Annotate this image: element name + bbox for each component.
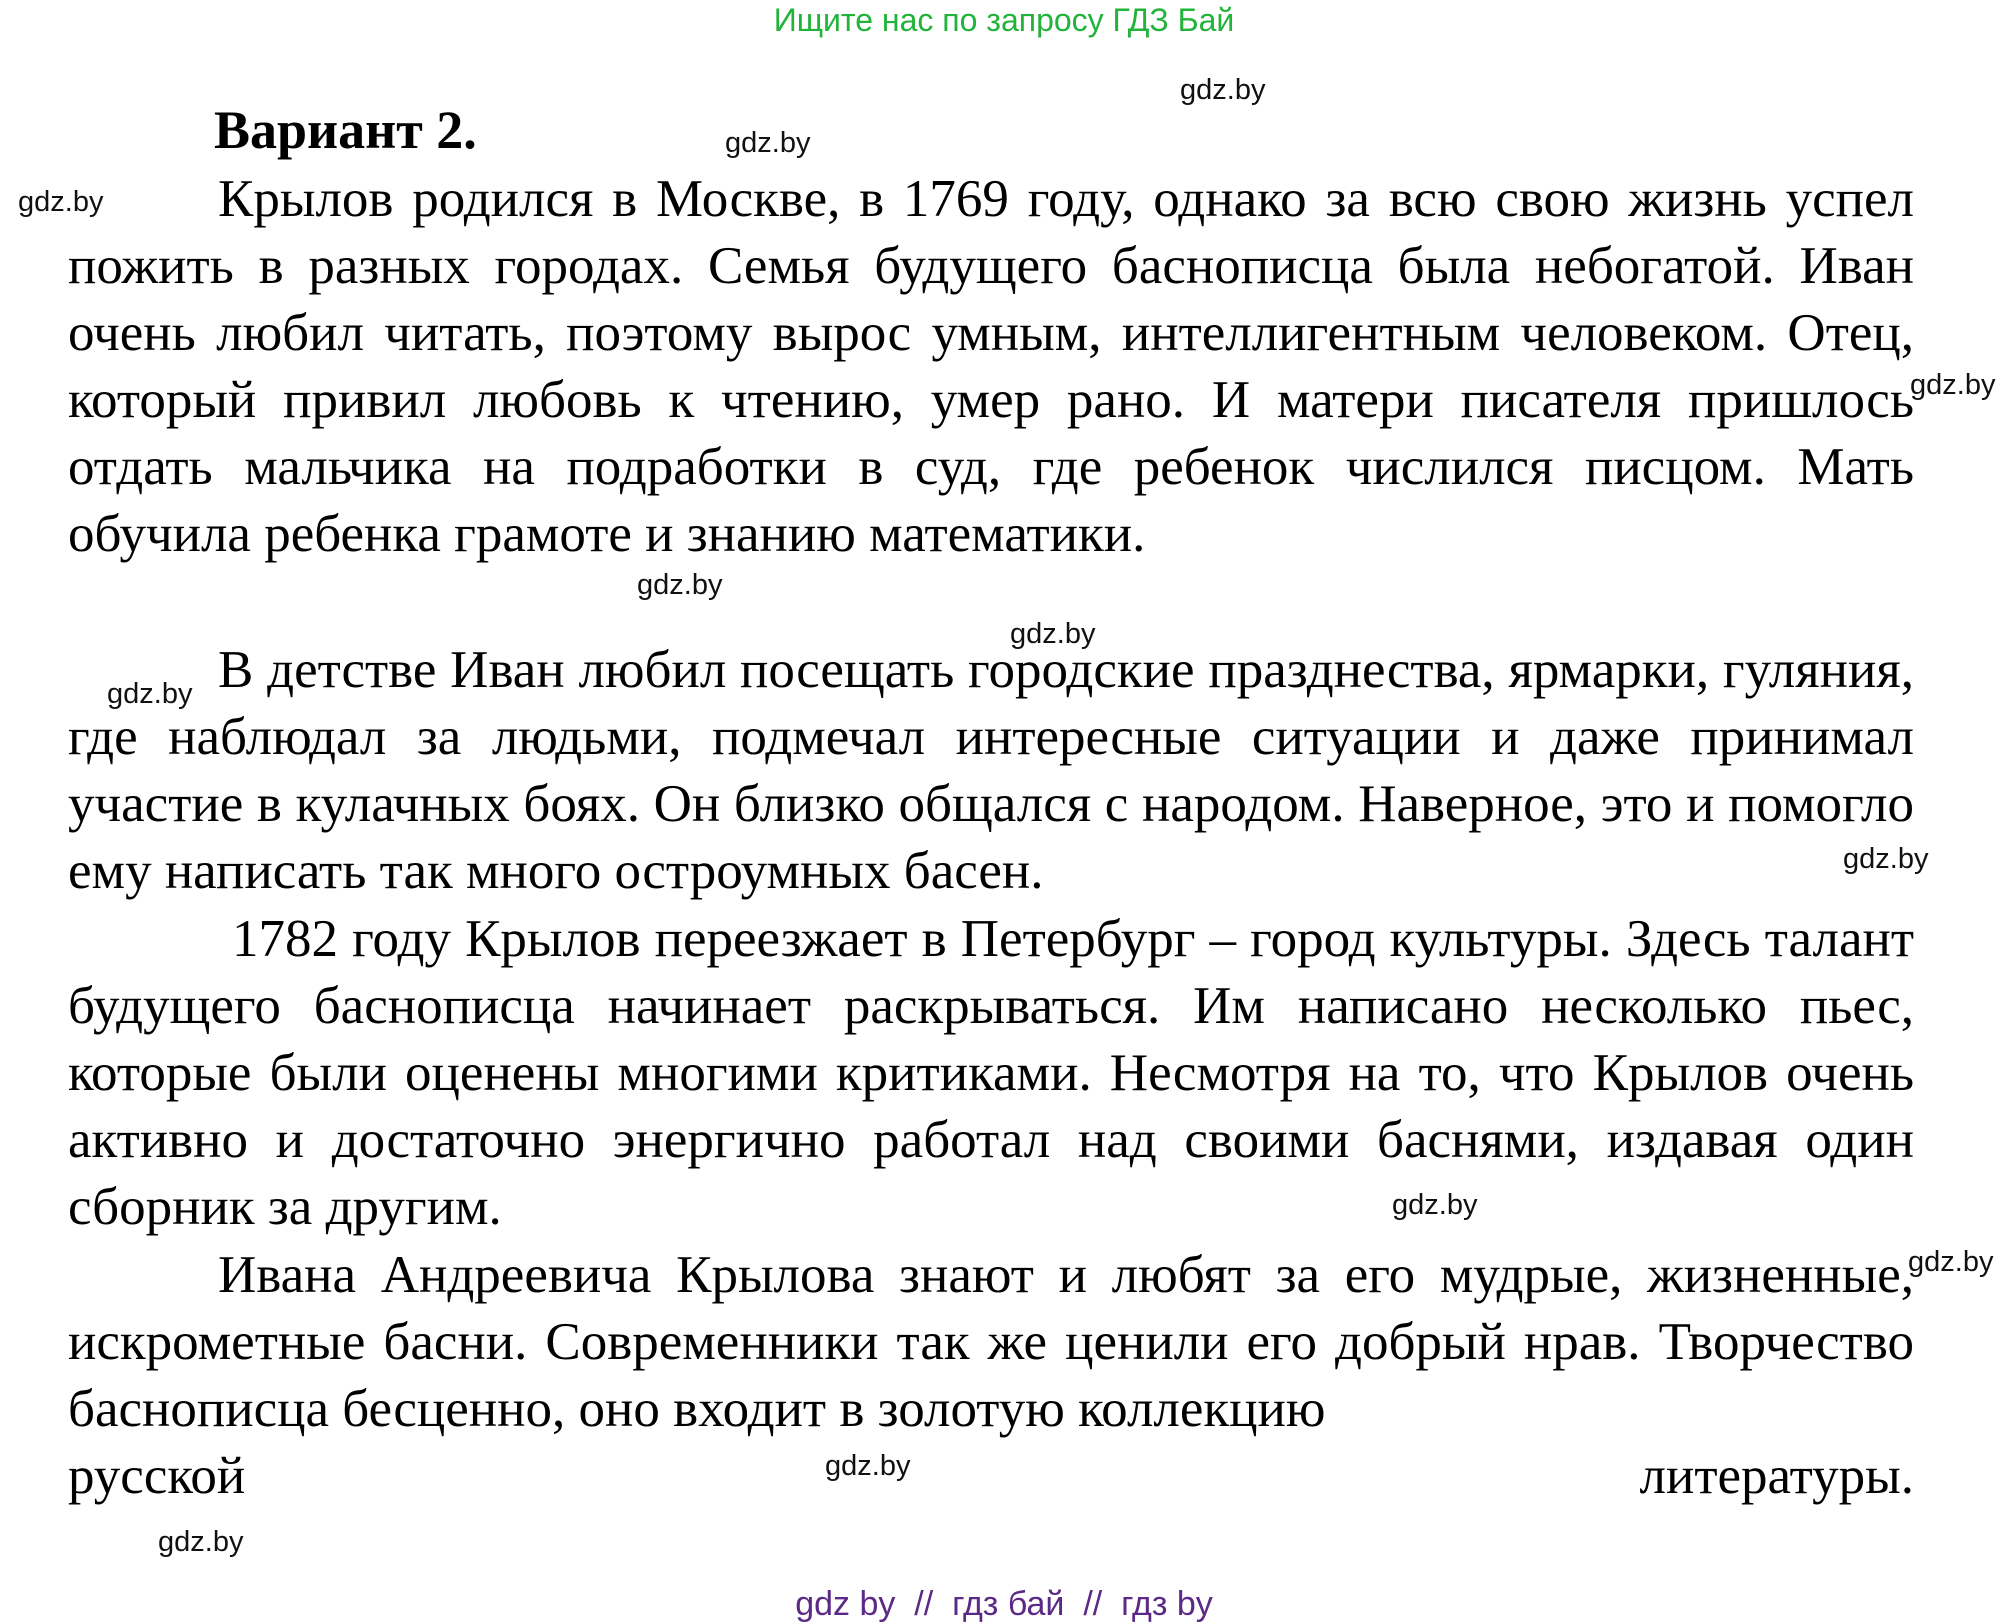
watermark: gdz.by [158,1526,244,1558]
watermark: gdz.by [1910,369,1996,401]
last-line-right: литературы. [1639,1447,1914,1505]
paragraph-1-block [68,166,1914,568]
paragraph-1: Крылов родился в Москве, в 1769 году, однако за всю свою жизнь успел пожить в разных городах. Семья будущего баснописца была небогатой. Иван очень любил читать, поэтому вырос умным, интеллигентным человеком. Отец, который привил любовь к чтению, умер рано. И матери писателя пришлось отдать мальчика на подработки в суд, где ребенок числился писцом. Мать обучила ребенка грамоте и знанию математики. [68,170,1914,563]
watermark: gdz.by [637,569,723,601]
paragraph-3: 1782 году Крылов переезжает в Петербург – город культуры. Здесь талант будущего баснописца начинает раскрываться. Им написано несколько пьес, которые были оценены многими критиками. Несмотря на то, что Крылов очень активно и достаточно энергично работал над своими баснями, издавая один сборник за другим. [68,910,1914,1236]
watermark: gdz.by [18,186,104,218]
variant-heading: Вариант 2. [214,100,477,160]
watermark: gdz.by [825,1450,911,1482]
watermark: gdz.by [1180,74,1266,106]
last-line-left: русской [68,1447,246,1505]
paragraph-2: В детстве Иван любил посещать городские празднества, ярмарки, гуляния, где наблюдал за людьми, подмечал интересные ситуации и даже принимал участие в кулачных боях. Он близко общался с народом. Наверное, это и помогло ему написать так много остроумных басен. [68,641,1914,900]
bottom-banner-text: gdz by // гдз бай // гдз by [795,1585,1213,1623]
bottom-banner [0,1584,2008,1624]
watermark: gdz.by [1392,1189,1478,1221]
watermark: gdz.by [107,678,193,710]
paragraph-2-block [68,637,1914,905]
paragraph-3-block [68,906,1914,1241]
paragraph-4-block [68,1242,1914,1443]
watermark: gdz.by [1843,843,1929,875]
paragraph-4: Ивана Андреевича Крылова знают и любят за его мудрые, жизненные, искрометные басни. Современники так же ценили его добрый нрав. Творчество баснописца бесценно, оно входит в золотую коллекцию [68,1246,1914,1438]
top-banner: Ищите нас по запросу ГДЗ Бай [773,2,1235,38]
paragraph-4-last-line [68,1443,1914,1510]
watermark: gdz.by [725,127,811,159]
watermark: gdz.by [1908,1246,1994,1278]
watermark: gdz.by [1010,618,1096,650]
